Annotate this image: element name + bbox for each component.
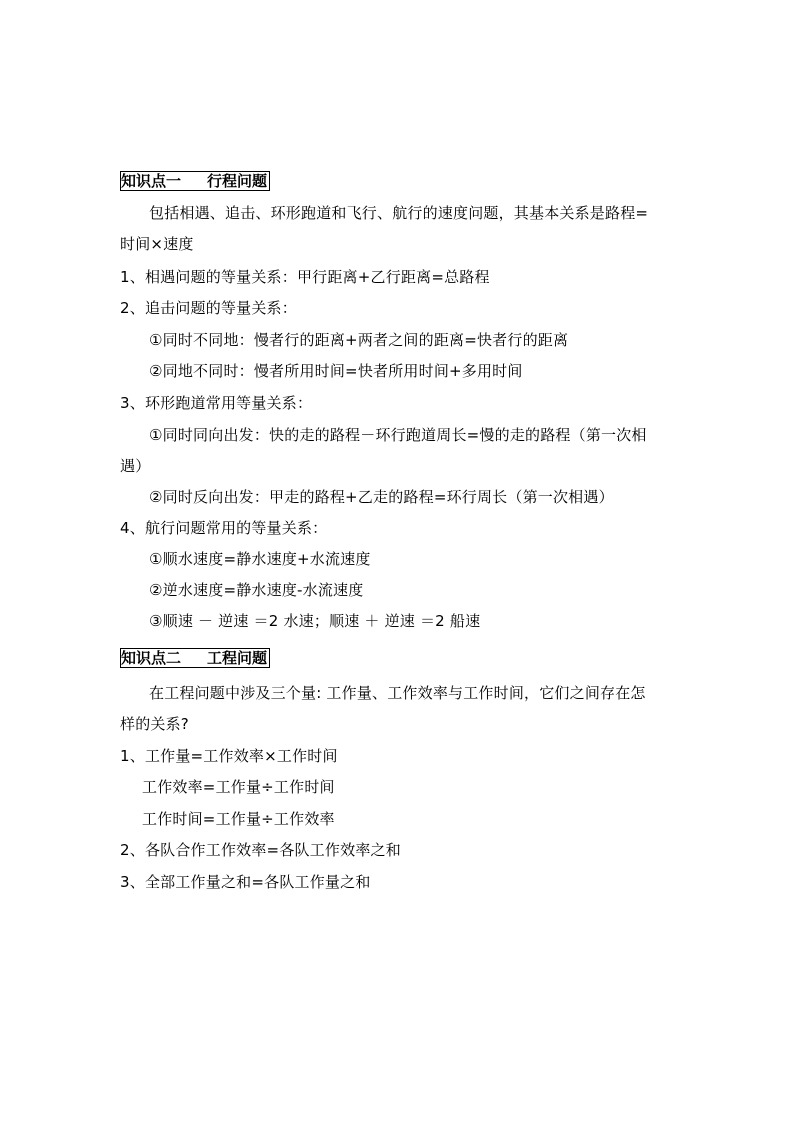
section1-item2-sub2: ②同地不同时：慢者所用时间=快者所用时间+多用时间 [149,362,523,380]
section1-intro-line1: 包括相遇、追击、环形跑道和飞行、航行的速度问题，其基本关系是路程= [149,204,649,222]
section1-item3-sub1-line1: ①同时同向出发：快的走的路程－环行跑道周长=慢的走的路程（第一次相 [149,426,647,444]
section2-item1-sub1: 工作效率=工作量÷工作时间 [142,778,335,796]
section2-item1: 1、工作量=工作效率×工作时间 [120,747,338,765]
section2-intro-line1: 在工程问题中涉及三个量: 工作量、工作效率与工作时间，它们之间存在怎 [149,684,646,702]
section2-item1-sub2: 工作时间=工作量÷工作效率 [142,810,335,828]
section1-item4: 4、航行问题常用的等量关系： [120,519,328,537]
section2-item2: 2、各队合作工作效率=各队工作效率之和 [120,841,401,859]
section1-item3-sub1-line2: 遇） [120,457,151,475]
section2-heading-title: 工程问题 [207,649,268,667]
section1-item3-sub2: ②同时反向出发：甲走的路程+乙走的路程=环行周长（第一次相遇） [149,488,614,506]
section1-item4-sub1: ①顺水速度=静水速度+水流速度 [149,550,371,568]
section1-heading [120,171,270,191]
section1-item2: 2、追击问题的等量关系： [120,299,297,317]
section1-heading-box [120,171,270,191]
section1-item1: 1、相遇问题的等量关系：甲行距离+乙行距离=总路程 [120,268,490,286]
section2-heading-box [120,648,270,668]
section2-heading [120,648,270,668]
section1-item4-sub3: ③顺速 － 逆速 ＝2 水速；顺速 ＋ 逆速 ＝2 船速 [149,612,481,630]
section2-item3: 3、全部工作量之和=各队工作量之和 [120,873,371,891]
section1-intro-line2: 时间×速度 [120,235,194,253]
section2-heading-label: 知识点二 [121,649,182,667]
section1-item2-sub1: ①同时不同地：慢者行的距离+两者之间的距离=快者行的距离 [149,331,569,349]
section1-heading-label: 知识点一 [121,172,182,190]
section1-item4-sub2: ②逆水速度=静水速度-水流速度 [149,581,364,599]
section1-item3: 3、环形跑道常用等量关系： [120,394,313,412]
section1-heading-title: 行程问题 [207,172,268,190]
section2-intro-line2: 样的关系? [120,715,189,733]
